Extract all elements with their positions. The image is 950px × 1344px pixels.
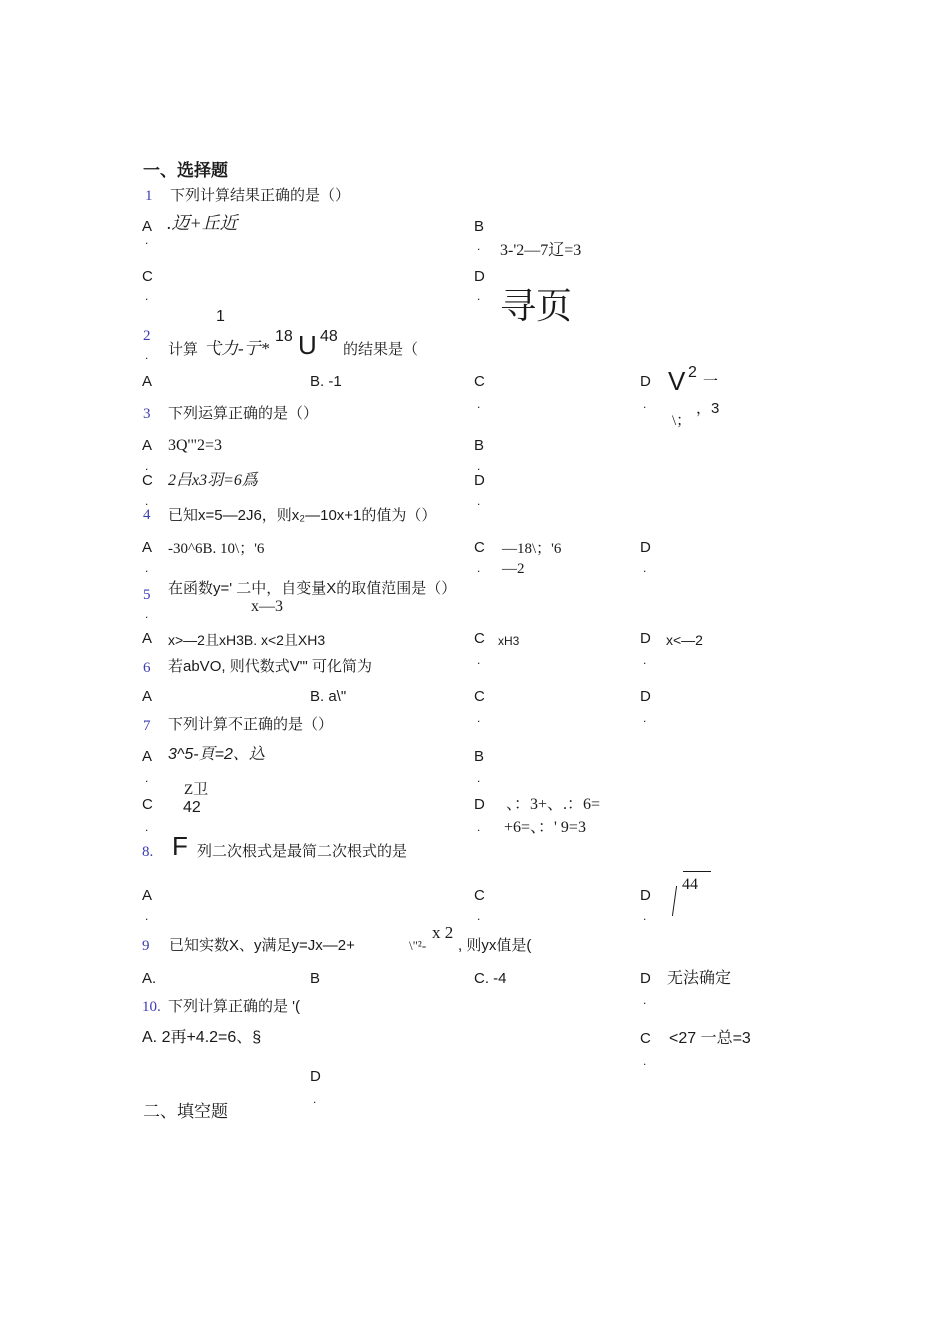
q1-option-d-label: D bbox=[474, 268, 485, 285]
q8-option-d-root-value: 44 bbox=[682, 876, 698, 893]
q7-option-d-text-1: 、：3+、.：6= bbox=[506, 796, 601, 813]
q7-option-c-bottom: 42 bbox=[183, 799, 201, 816]
q3-option-b-label: B bbox=[474, 437, 485, 454]
q7-option-a-label: A bbox=[142, 748, 153, 765]
q7-option-d-text-2: +6=、：' 9=3 bbox=[504, 819, 586, 836]
q3-option-c-label: C bbox=[142, 472, 153, 489]
q10-option-c-dot: . bbox=[643, 1054, 647, 1068]
q10-option-d-label: D bbox=[310, 1068, 321, 1085]
question-5-number: 5 bbox=[143, 587, 151, 603]
q10-option-d-dot: . bbox=[313, 1092, 317, 1106]
q8-option-a-dot: . bbox=[145, 909, 149, 923]
question-9-number: 9 bbox=[142, 938, 150, 954]
q8-root-sign-icon bbox=[672, 886, 677, 916]
q4-option-d-label: D bbox=[640, 539, 651, 556]
q2-option-d-v: V bbox=[668, 366, 686, 396]
q5-option-d-label: D bbox=[640, 630, 651, 647]
q1-option-c-label: C bbox=[142, 268, 153, 285]
q6-option-c-label: C bbox=[474, 688, 485, 705]
q3-option-d-dot: . bbox=[477, 494, 481, 508]
q2-option-d-tail: ，3 bbox=[696, 400, 720, 417]
q5-option-c-dot: . bbox=[477, 653, 481, 667]
q5-option-c-text: xH3 bbox=[498, 634, 520, 648]
question-2-dot: . bbox=[145, 348, 149, 362]
q2-option-d-label: D bbox=[640, 373, 651, 390]
q2-option-d-dot: . bbox=[643, 397, 647, 411]
q1-option-c-dot: . bbox=[145, 289, 149, 303]
q3-option-c-text: 2吕x3羽=6爲 bbox=[168, 472, 258, 489]
q9-text-tail: , 则yx值是( bbox=[458, 937, 532, 954]
q3-option-a-label: A bbox=[142, 437, 153, 454]
q4-option-a-label: A bbox=[142, 539, 153, 556]
q2-option-c-label: C bbox=[474, 373, 485, 390]
question-10-text: 下列计算正确的是 '( bbox=[168, 998, 301, 1015]
q5-option-a-text: x>—2且xH3B. x<2且XH3 bbox=[168, 632, 326, 648]
q9-option-d-label: D bbox=[640, 970, 651, 987]
question-1-text: 下列计算结果正确的是（） bbox=[170, 187, 351, 204]
q9-option-b-label: B bbox=[310, 970, 321, 987]
q9-option-c-text: C. -4 bbox=[474, 970, 507, 987]
question-6-text: 若abVO, 则代数式V"' 可化简为 bbox=[168, 658, 373, 675]
q1-option-d-text: 寻页 bbox=[500, 286, 573, 326]
q2-option-d-sub: \； bbox=[672, 413, 692, 429]
q5-option-c-label: C bbox=[474, 630, 485, 647]
q9-option-d-dot: . bbox=[643, 993, 647, 1007]
question-7-number: 7 bbox=[143, 718, 151, 734]
q5-option-d-dot: . bbox=[643, 653, 647, 667]
q6-option-d-dot: . bbox=[643, 711, 647, 725]
q8-root-bar bbox=[683, 871, 711, 872]
question-2-number: 2 bbox=[143, 328, 151, 344]
q5-option-d-text: x<—2 bbox=[666, 632, 703, 648]
q10-option-c-label: C bbox=[640, 1030, 651, 1047]
q3-option-a-dot: . bbox=[145, 459, 149, 473]
q1-option-a-label: A bbox=[142, 218, 153, 235]
q9-fraction-top: x 2 bbox=[432, 923, 454, 942]
q2-text-tail: 的结果是（ bbox=[343, 341, 419, 358]
q4-option-c-text: —18\；'6 bbox=[502, 541, 562, 557]
q1-option-d-dot: . bbox=[477, 289, 481, 303]
q2-option-b-text: B. -1 bbox=[310, 373, 342, 390]
q10-option-a-text: A. 2再+4.2=6、§ bbox=[142, 1029, 262, 1046]
q5-option-a-label: A bbox=[142, 630, 153, 647]
question-10-number: 10. bbox=[142, 999, 161, 1015]
question-4-text: 已知x=5—2J6，则x₂—10x+1的值为（） bbox=[168, 507, 437, 524]
q6-option-d-label: D bbox=[640, 688, 651, 705]
q1-option-b-text: 3-'2—7辽=3 bbox=[500, 242, 582, 259]
q2-superscript-48: 48 bbox=[320, 328, 338, 345]
question-4-number: 4 bbox=[143, 507, 151, 523]
question-1-number: 1 bbox=[145, 188, 153, 204]
q7-option-b-dot: . bbox=[477, 771, 481, 785]
q8-option-a-label: A bbox=[142, 887, 153, 904]
q9-middle: \"²- bbox=[409, 938, 427, 953]
question-3-text: 下列运算正确的是（） bbox=[168, 405, 319, 422]
q7-option-c-label: C bbox=[142, 796, 153, 813]
q2-option-c-dot: . bbox=[477, 397, 481, 411]
q7-option-c-top: Z卫 bbox=[184, 782, 209, 798]
q2-text-prefix: 计算 bbox=[168, 341, 199, 358]
q4-option-d-dot: . bbox=[643, 561, 647, 575]
question-5-text: 在函数y=' 二中，自变量X的取值范围是（） bbox=[168, 580, 457, 597]
q2-superscript-18: 18 bbox=[275, 328, 293, 345]
q4-option-c-text-2: —2 bbox=[502, 561, 525, 577]
q4-option-a-dot: . bbox=[145, 561, 149, 575]
question-8-text: 列二次根式是最简二次根式的是 bbox=[197, 843, 408, 860]
question-7-text: 下列计算不正确的是（） bbox=[168, 716, 334, 733]
section-1-title: 一、选择题 bbox=[143, 161, 228, 180]
section-2-title: 二、填空题 bbox=[143, 1102, 228, 1121]
q8-option-d-dot: . bbox=[643, 909, 647, 923]
q2-option-d-sup: 2 bbox=[688, 364, 697, 381]
q8-big-letter: F bbox=[172, 831, 188, 861]
q3-option-b-dot: . bbox=[477, 459, 481, 473]
q1-option-a-dot: . bbox=[145, 233, 149, 247]
q8-option-c-dot: . bbox=[477, 909, 481, 923]
q9-option-a-label: A. bbox=[142, 970, 157, 987]
q4-option-c-label: C bbox=[474, 539, 485, 556]
q6-option-b-text: B. a\" bbox=[310, 688, 347, 705]
q5-denominator: x—3 bbox=[251, 598, 283, 615]
q3-option-a-text: 3Q'"2=3 bbox=[168, 437, 222, 454]
q8-option-c-label: C bbox=[474, 887, 485, 904]
q1-option-b-dot: . bbox=[477, 239, 481, 253]
q9-option-d-text: 无法确定 bbox=[667, 970, 732, 987]
question-6-number: 6 bbox=[143, 660, 151, 676]
q1-option-b-label: B bbox=[474, 218, 485, 235]
q10-option-c-text: <27 一总=3 bbox=[669, 1030, 751, 1047]
q7-option-b-label: B bbox=[474, 748, 485, 765]
q7-option-c-dot: . bbox=[145, 820, 149, 834]
q4-option-a-text: -30^6B. 10\；'6 bbox=[168, 541, 265, 557]
q8-option-d-label: D bbox=[640, 887, 651, 904]
q2-expression: 弋力-亍* bbox=[204, 339, 270, 358]
q7-option-a-text: 3^5-頁=2、込 bbox=[168, 746, 265, 763]
question-5-dot: . bbox=[145, 607, 149, 621]
q6-option-a-label: A bbox=[142, 688, 153, 705]
question-3-number: 3 bbox=[143, 406, 151, 422]
q2-option-d-dash: 一 bbox=[703, 373, 719, 390]
question-8-number: 8. bbox=[142, 844, 154, 860]
q7-option-d-dot: . bbox=[477, 820, 481, 834]
q3-option-d-label: D bbox=[474, 472, 485, 489]
q2-fraction-numerator: 1 bbox=[216, 308, 225, 325]
q1-option-a-text: .迈+丘近 bbox=[167, 213, 238, 233]
q2-letter-u: U bbox=[298, 330, 317, 360]
q7-option-d-label: D bbox=[474, 796, 485, 813]
q2-option-a-label: A bbox=[142, 373, 153, 390]
q4-option-c-dot: . bbox=[477, 561, 481, 575]
q3-option-c-dot: . bbox=[145, 494, 149, 508]
question-9-text: 已知实数X、y满足y=Jx—2+ bbox=[169, 937, 355, 954]
q6-option-c-dot: . bbox=[477, 711, 481, 725]
q7-option-a-dot: . bbox=[145, 771, 149, 785]
